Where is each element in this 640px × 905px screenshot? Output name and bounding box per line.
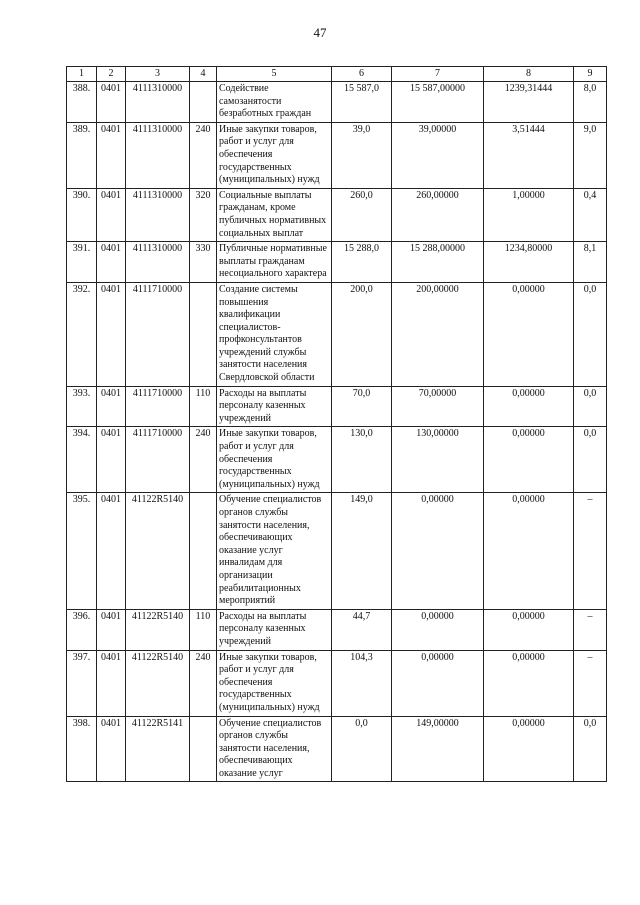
expense-type-code: 110 — [190, 386, 217, 427]
column-header-section: 2 — [97, 67, 126, 82]
execution-percent: 0,0 — [574, 716, 607, 782]
approved-amount: 15 587,00000 — [392, 82, 484, 123]
row-number: 391. — [67, 242, 97, 283]
executed-amount: 0,00000 — [484, 493, 574, 609]
column-header-vr: 4 — [190, 67, 217, 82]
planned-amount: 260,0 — [332, 188, 392, 241]
table-row — [67, 386, 607, 427]
expense-type-code — [190, 493, 217, 609]
table-row — [67, 609, 607, 650]
executed-amount: 0,00000 — [484, 650, 574, 716]
approved-amount: 130,00000 — [392, 427, 484, 493]
target-article-code: 4111310000 — [126, 122, 190, 188]
approved-amount: 0,00000 — [392, 493, 484, 609]
execution-percent: 0,0 — [574, 282, 607, 386]
planned-amount: 15 587,0 — [332, 82, 392, 123]
row-number: 388. — [67, 82, 97, 123]
approved-amount: 200,00000 — [392, 282, 484, 386]
column-header-precise: 7 — [392, 67, 484, 82]
section-code: 0401 — [97, 282, 126, 386]
column-header-plan: 6 — [332, 67, 392, 82]
expense-name: Иные закупки товаров, работ и услуг для обеспечения государственных (муниципальных) нужд — [217, 122, 332, 188]
executed-amount: 1239,31444 — [484, 82, 574, 123]
planned-amount: 44,7 — [332, 609, 392, 650]
expense-type-code: 320 — [190, 188, 217, 241]
row-number: 398. — [67, 716, 97, 782]
table-row — [67, 493, 607, 609]
target-article-code: 4111310000 — [126, 242, 190, 283]
target-article-code: 41122R5141 — [126, 716, 190, 782]
section-code: 0401 — [97, 386, 126, 427]
target-article-code: 41122R5140 — [126, 493, 190, 609]
expense-name: Обучение специалистов органов службы занятости населения, обеспечивающих оказание услуг инвалидам для организации реабилитационных мероприятий — [217, 493, 332, 609]
execution-percent: 0,0 — [574, 427, 607, 493]
target-article-code: 4111710000 — [126, 427, 190, 493]
expense-type-code: 330 — [190, 242, 217, 283]
planned-amount: 0,0 — [332, 716, 392, 782]
planned-amount: 70,0 — [332, 386, 392, 427]
section-code: 0401 — [97, 122, 126, 188]
planned-amount: 130,0 — [332, 427, 392, 493]
planned-amount: 149,0 — [332, 493, 392, 609]
planned-amount: 39,0 — [332, 122, 392, 188]
row-number: 397. — [67, 650, 97, 716]
expense-type-code — [190, 82, 217, 123]
table-row — [67, 188, 607, 241]
section-code: 0401 — [97, 650, 126, 716]
executed-amount: 0,00000 — [484, 427, 574, 493]
execution-percent: 0,4 — [574, 188, 607, 241]
row-number: 392. — [67, 282, 97, 386]
approved-amount: 149,00000 — [392, 716, 484, 782]
expense-type-code: 240 — [190, 427, 217, 493]
target-article-code: 41122R5140 — [126, 609, 190, 650]
executed-amount: 0,00000 — [484, 282, 574, 386]
executed-amount: 0,00000 — [484, 609, 574, 650]
execution-percent: 8,1 — [574, 242, 607, 283]
expense-name: Иные закупки товаров, работ и услуг для обеспечения государственных (муниципальных) нужд — [217, 427, 332, 493]
expense-name: Иные закупки товаров, работ и услуг для обеспечения государственных (муниципальных) нужд — [217, 650, 332, 716]
expense-name: Расходы на выплаты персоналу казенных учреждений — [217, 386, 332, 427]
row-number: 393. — [67, 386, 97, 427]
expense-name: Содействие самозанятости безработных граждан — [217, 82, 332, 123]
expense-name: Социальные выплаты гражданам, кроме публичных нормативных социальных выплат — [217, 188, 332, 241]
expense-name: Расходы на выплаты персоналу казенных учреждений — [217, 609, 332, 650]
expense-type-code — [190, 716, 217, 782]
table-row — [67, 650, 607, 716]
target-article-code: 4111710000 — [126, 386, 190, 427]
section-code: 0401 — [97, 609, 126, 650]
executed-amount: 3,51444 — [484, 122, 574, 188]
column-header-num: 1 — [67, 67, 97, 82]
expense-name: Обучение специалистов органов службы занятости населения, обеспечивающих оказание услуг — [217, 716, 332, 782]
table-row — [67, 122, 607, 188]
executed-amount: 0,00000 — [484, 716, 574, 782]
row-number: 396. — [67, 609, 97, 650]
execution-percent: 0,0 — [574, 386, 607, 427]
executed-amount: 1,00000 — [484, 188, 574, 241]
target-article-code: 4111710000 — [126, 282, 190, 386]
table-row — [67, 242, 607, 283]
table-row — [67, 282, 607, 386]
table-row — [67, 716, 607, 782]
row-number: 390. — [67, 188, 97, 241]
expense-type-code: 240 — [190, 122, 217, 188]
approved-amount: 70,00000 — [392, 386, 484, 427]
executed-amount: 0,00000 — [484, 386, 574, 427]
execution-percent: – — [574, 650, 607, 716]
target-article-code: 4111310000 — [126, 188, 190, 241]
planned-amount: 200,0 — [332, 282, 392, 386]
approved-amount: 15 288,00000 — [392, 242, 484, 283]
approved-amount: 260,00000 — [392, 188, 484, 241]
row-number: 389. — [67, 122, 97, 188]
header-row — [67, 67, 607, 82]
section-code: 0401 — [97, 493, 126, 609]
execution-percent: – — [574, 493, 607, 609]
section-code: 0401 — [97, 188, 126, 241]
column-header-executed: 8 — [484, 67, 574, 82]
expense-name: Создание системы повышения квалификации специалистов-профконсультантов учреждений службы занятости населения Свердловской области — [217, 282, 332, 386]
page-number: 47 — [313, 25, 327, 40]
section-code: 0401 — [97, 82, 126, 123]
expense-type-code: 110 — [190, 609, 217, 650]
column-header-percent: 9 — [574, 67, 607, 82]
table-row — [67, 82, 607, 123]
approved-amount: 0,00000 — [392, 609, 484, 650]
section-code: 0401 — [97, 242, 126, 283]
planned-amount: 104,3 — [332, 650, 392, 716]
table-row — [67, 427, 607, 493]
column-header-name: 5 — [217, 67, 332, 82]
row-number: 395. — [67, 493, 97, 609]
expense-type-code — [190, 282, 217, 386]
approved-amount: 39,00000 — [392, 122, 484, 188]
target-article-code: 41122R5140 — [126, 650, 190, 716]
approved-amount: 0,00000 — [392, 650, 484, 716]
column-header-csr: 3 — [126, 67, 190, 82]
execution-percent: 8,0 — [574, 82, 607, 123]
section-code: 0401 — [97, 716, 126, 782]
execution-percent: 9,0 — [574, 122, 607, 188]
row-number: 394. — [67, 427, 97, 493]
section-code: 0401 — [97, 427, 126, 493]
expense-name: Публичные нормативные выплаты гражданам несоциального характера — [217, 242, 332, 283]
expense-type-code: 240 — [190, 650, 217, 716]
planned-amount: 15 288,0 — [332, 242, 392, 283]
executed-amount: 1234,80000 — [484, 242, 574, 283]
budget-table — [66, 66, 607, 782]
target-article-code: 4111310000 — [126, 82, 190, 123]
execution-percent: – — [574, 609, 607, 650]
